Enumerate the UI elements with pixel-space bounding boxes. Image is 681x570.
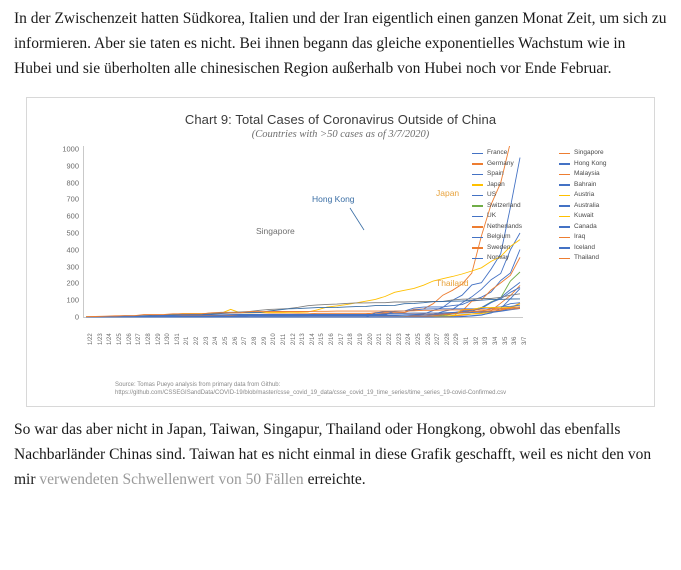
x-axis-tick: 1/27 bbox=[136, 333, 143, 345]
legend-swatch bbox=[472, 237, 483, 239]
legend-label: Germany bbox=[487, 159, 514, 167]
chart-source bbox=[115, 381, 506, 398]
annotation-singapore: Singapore bbox=[256, 226, 295, 236]
x-axis-tick: 2/28 bbox=[444, 333, 451, 345]
legend-label: Japan bbox=[487, 180, 505, 188]
threshold-link[interactable]: verwendeten Schwellenwert von 50 Fällen bbox=[39, 471, 304, 488]
y-axis-tick: 400 bbox=[66, 245, 79, 255]
series-line bbox=[86, 146, 523, 317]
legend-swatch bbox=[472, 163, 483, 165]
y-axis-tick: 600 bbox=[66, 211, 79, 221]
y-axis bbox=[45, 144, 79, 322]
x-axis-tick: 1/24 bbox=[107, 333, 114, 345]
y-axis-tick: 200 bbox=[66, 278, 79, 288]
legend-item bbox=[472, 213, 553, 220]
legend-label: Canada bbox=[574, 222, 597, 230]
legend-item bbox=[472, 224, 553, 231]
x-axis-tick: 1/22 bbox=[88, 333, 94, 345]
legend-item bbox=[472, 245, 553, 252]
legend-swatch bbox=[559, 174, 570, 176]
legend-swatch bbox=[472, 174, 483, 176]
x-axis-tick: 2/21 bbox=[377, 333, 384, 345]
source-line-1: Source: Tomas Pueyo analysis from primary data from Github: bbox=[115, 381, 281, 388]
annotation-japan: Japan bbox=[436, 188, 460, 198]
x-axis-tick: 2/24 bbox=[406, 333, 413, 345]
legend-item bbox=[472, 234, 553, 241]
legend-swatch bbox=[559, 226, 570, 228]
x-axis-tick: 2/14 bbox=[309, 333, 316, 345]
x-axis-tick: 1/25 bbox=[116, 333, 123, 345]
legend-label: Singapore bbox=[574, 149, 604, 156]
x-axis-tick: 2/16 bbox=[329, 333, 336, 345]
x-axis-tick: 2/9 bbox=[261, 336, 268, 345]
y-axis-tick: 800 bbox=[66, 178, 79, 188]
x-axis-tick: 2/8 bbox=[251, 336, 258, 345]
x-axis-tick: 3/2 bbox=[473, 336, 480, 345]
legend-item bbox=[559, 171, 640, 178]
x-axis-tick: 1/23 bbox=[97, 333, 104, 345]
legend-item bbox=[559, 213, 640, 220]
legend-label: Switzerland bbox=[487, 201, 521, 209]
x-axis-tick: 1/31 bbox=[174, 333, 181, 345]
chart-figure bbox=[26, 97, 655, 407]
legend-swatch bbox=[559, 216, 570, 218]
legend-label: Spain bbox=[487, 170, 504, 177]
x-axis-tick: 2/6 bbox=[232, 336, 239, 345]
legend-label: Netherlands bbox=[487, 222, 523, 230]
x-axis-tick: 3/4 bbox=[493, 336, 500, 345]
legend-label: Hong Kong bbox=[574, 159, 607, 167]
legend-item bbox=[559, 245, 640, 252]
legend-label: Thailand bbox=[574, 254, 599, 261]
x-axis-tick: 2/12 bbox=[290, 333, 297, 345]
legend-label: US bbox=[487, 191, 497, 198]
series-lines bbox=[84, 146, 524, 318]
legend-label: Malaysia bbox=[574, 170, 600, 177]
x-axis-tick: 2/27 bbox=[435, 333, 442, 345]
legend-item bbox=[559, 192, 640, 199]
x-axis bbox=[83, 319, 528, 349]
x-axis-tick: 2/4 bbox=[213, 336, 220, 345]
closing-text-2: erreichte. bbox=[303, 471, 366, 488]
x-axis-tick: 3/1 bbox=[464, 336, 471, 345]
legend-item bbox=[472, 192, 553, 199]
annotation-thailand: Thailand bbox=[436, 278, 469, 288]
legend-swatch bbox=[559, 247, 570, 249]
chart-title: Chart 9: Total Cases of Coronavirus Outside of China bbox=[184, 112, 497, 127]
legend-swatch bbox=[559, 237, 570, 239]
legend-item bbox=[472, 203, 553, 210]
plot-canvas bbox=[83, 146, 523, 318]
x-axis-tick: 2/23 bbox=[396, 333, 403, 345]
legend-label: Australia bbox=[574, 201, 600, 209]
y-axis-tick: 1000 bbox=[62, 144, 79, 154]
legend-swatch bbox=[472, 258, 483, 260]
legend-swatch bbox=[559, 258, 570, 260]
x-axis-tick: 3/7 bbox=[522, 336, 528, 345]
x-axis-tick: 2/10 bbox=[271, 333, 278, 345]
legend-label: Norway bbox=[487, 254, 510, 261]
legend-item bbox=[472, 182, 553, 189]
legend-label: Iraq bbox=[574, 233, 586, 240]
legend-swatch bbox=[472, 184, 483, 186]
legend-swatch bbox=[472, 195, 483, 197]
x-axis-tick: 2/19 bbox=[358, 333, 365, 345]
legend-swatch bbox=[559, 195, 570, 197]
x-axis-tick: 2/25 bbox=[415, 333, 422, 345]
y-axis-tick: 300 bbox=[66, 262, 79, 272]
x-axis-tick: 2/1 bbox=[184, 336, 191, 345]
legend-swatch bbox=[472, 247, 483, 249]
legend-swatch bbox=[472, 226, 483, 228]
legend-label: Kuwait bbox=[574, 212, 594, 219]
source-line-2: https://github.com/CSSEGISandData/COVID-19/blob/master/csse_covid_19_data/csse_covid_19_time_series/time_series_19-covid-Confirmed.csv bbox=[115, 390, 507, 397]
legend-label: Belgium bbox=[487, 233, 511, 240]
intro-paragraph: In der Zwischenzeit hatten Südkorea, Italien und der Iran eigentlich einen ganzen Monat Zeit, um sich zu informieren. Aber sie taten es nicht. Bei ihnen begann das gleiche exponentielles Wachstum wie in Hubei und sie überholten alle chinesischen Region außerhalb von Hubei noch vor Ende Februar. bbox=[14, 10, 667, 77]
legend-swatch bbox=[559, 184, 570, 186]
y-axis-tick: 900 bbox=[66, 161, 79, 171]
legend-label: UK bbox=[487, 212, 497, 219]
legend-swatch bbox=[559, 153, 570, 155]
x-axis-tick: 2/20 bbox=[367, 333, 374, 345]
x-axis-tick: 1/26 bbox=[126, 333, 133, 345]
legend-item bbox=[559, 203, 640, 210]
y-axis-tick: 100 bbox=[66, 295, 79, 305]
legend-label: Iceland bbox=[574, 243, 595, 251]
legend-swatch bbox=[472, 153, 483, 155]
x-axis-tick: 3/6 bbox=[512, 336, 519, 345]
legend-item bbox=[472, 171, 553, 178]
x-axis-tick: 2/17 bbox=[338, 333, 345, 345]
legend-item bbox=[472, 255, 553, 262]
series-line bbox=[86, 233, 520, 317]
legend-swatch bbox=[472, 216, 483, 218]
series-line bbox=[86, 158, 523, 317]
y-axis-tick: 0 bbox=[74, 312, 79, 322]
legend-item bbox=[559, 150, 640, 157]
chart-subtitle: (Countries with >50 cases as of 3/7/2020) bbox=[251, 129, 430, 140]
x-axis-tick: 1/28 bbox=[145, 333, 152, 345]
x-axis-tick: 2/13 bbox=[300, 333, 307, 345]
x-axis-tick: 2/29 bbox=[454, 333, 461, 345]
legend-label: Bahrain bbox=[574, 180, 597, 188]
x-axis-tick: 2/7 bbox=[242, 336, 249, 345]
x-axis-tick: 2/26 bbox=[425, 333, 432, 345]
closing-text-1: So war das aber nicht in Japan, Taiwan, Singapur, Thailand oder Hongkong, obwohl das ebenfalls Nachbarländer Chinas sind. Taiwan hat es nicht einmal in diese Grafik geschafft, weil es nicht den von mir bbox=[14, 421, 652, 488]
legend-item bbox=[559, 234, 640, 241]
x-axis-tick: 3/3 bbox=[483, 336, 490, 345]
legend-item bbox=[559, 161, 640, 168]
x-axis-tick: 2/3 bbox=[203, 336, 210, 345]
closing-paragraph bbox=[14, 407, 667, 492]
x-axis-tick: 2/22 bbox=[386, 333, 393, 345]
legend-label: France bbox=[487, 149, 508, 156]
x-axis-tick: 3/5 bbox=[502, 336, 509, 345]
x-axis-tick: 2/5 bbox=[223, 336, 230, 345]
legend-swatch bbox=[559, 163, 570, 165]
legend-swatch bbox=[472, 205, 483, 207]
legend-item bbox=[559, 182, 640, 189]
annotation-hong-kong: Hong Kong bbox=[312, 194, 355, 204]
x-axis-tick: 1/30 bbox=[165, 333, 172, 345]
x-axis-tick: 2/2 bbox=[194, 336, 201, 345]
legend-swatch bbox=[559, 205, 570, 207]
x-axis-tick: 2/15 bbox=[319, 333, 326, 345]
x-axis-tick: 2/11 bbox=[280, 333, 287, 345]
legend-item bbox=[559, 255, 640, 262]
legend-label: Austria bbox=[574, 191, 595, 198]
y-axis-tick: 700 bbox=[66, 194, 79, 204]
legend-item bbox=[472, 161, 553, 168]
y-axis-tick: 500 bbox=[66, 228, 79, 238]
legend-item bbox=[559, 224, 640, 231]
chart-legend bbox=[472, 150, 640, 262]
x-axis-tick: 2/18 bbox=[348, 333, 355, 345]
legend-label: Sweden bbox=[487, 243, 511, 251]
legend-item bbox=[472, 150, 553, 157]
x-axis-tick: 1/29 bbox=[155, 333, 162, 345]
